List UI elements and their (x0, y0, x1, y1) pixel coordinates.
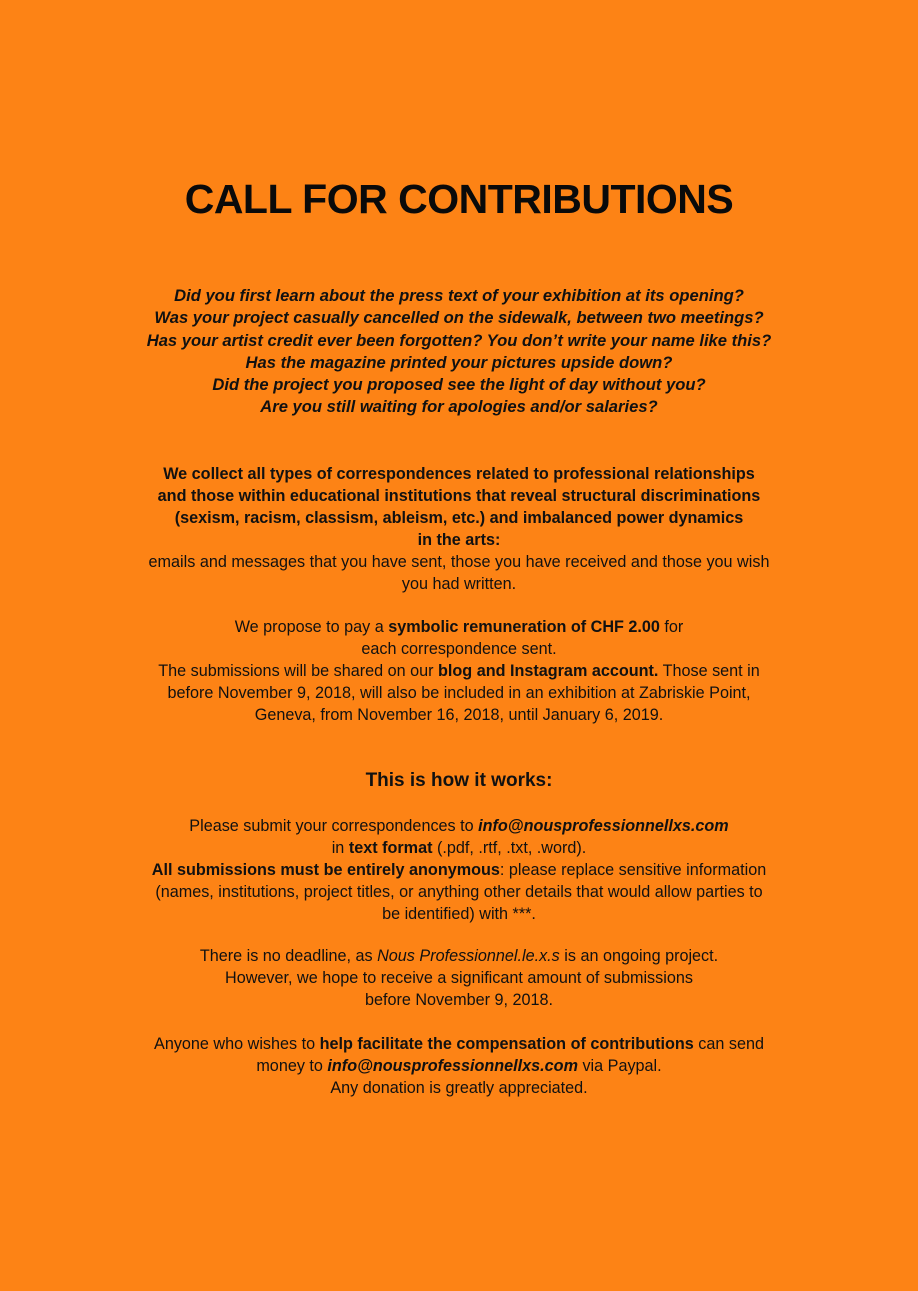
remuneration-line (80, 616, 838, 638)
text-run: via Paypal. (577, 1057, 662, 1075)
email-link[interactable]: info@nousprofessionnellxs.com (478, 817, 729, 835)
collect-line: We collect all types of correspondences related to professional relationships (163, 465, 755, 483)
text-run: can send (693, 1035, 764, 1053)
text-run: for (659, 618, 684, 636)
deadline-line: However, we hope to receive a significant amount of submissions (225, 969, 693, 987)
donate-line (80, 1033, 838, 1055)
text-run: The submissions will be shared on our (158, 662, 439, 680)
project-name: Nous Professionnel.le.x.s (377, 947, 560, 965)
format-text: text format (348, 839, 433, 857)
remuneration-line: Geneva, from November 16, 2018, until January 6, 2019. (254, 706, 664, 724)
remuneration-line: before November 9, 2018, will also be included in an exhibition at Zabriskie Point, (167, 684, 751, 702)
questions-list (40, 285, 878, 419)
submit-line (80, 815, 838, 837)
collect-line: emails and messages that you have sent, those you have received and those you wish (148, 553, 770, 571)
email-link[interactable]: info@nousprofessionnellxs.com (327, 1057, 578, 1075)
text-run: in (331, 839, 349, 857)
submit-line (80, 837, 838, 859)
collect-line: and those within educational institutions that reveal structural discriminations (157, 487, 761, 505)
question-item: Has your artist credit ever been forgotten? You don’t write your name like this? (146, 330, 772, 350)
remuneration-amount: symbolic remuneration of CHF 2.00 (388, 618, 660, 636)
text-run: Anyone who wishes to (154, 1035, 320, 1053)
question-item: Was your project casually cancelled on the sidewalk, between two meetings? (154, 308, 764, 328)
collect-line: in the arts: (417, 531, 501, 549)
text-run: We propose to pay a (234, 618, 389, 636)
text-run: Those sent in (658, 662, 760, 680)
section-heading: This is how it works: (365, 770, 553, 791)
text-run: Please submit your correspondences to (189, 817, 479, 835)
text-run: There is no deadline, as (199, 947, 378, 965)
page-title: CALL FOR CONTRIBUTIONS (184, 176, 734, 222)
question-item: Has the magazine printed your pictures upside down? (245, 352, 673, 372)
channels-text: blog and Instagram account. (438, 662, 659, 680)
deadline-paragraph (80, 945, 838, 1011)
deadline-line: before November 9, 2018. (364, 991, 554, 1009)
deadline-line (80, 945, 838, 967)
remuneration-line: each correspondence sent. (361, 640, 557, 658)
facilitate-text: help facilitate the compensation of contributions (319, 1035, 694, 1053)
submit-line: (names, institutions, project titles, or anything other details that would allow parties to (155, 883, 763, 901)
submit-line (80, 859, 838, 881)
collect-paragraph (80, 463, 838, 595)
remuneration-paragraph (80, 616, 838, 726)
collect-line: you had written. (401, 575, 517, 593)
donate-paragraph (80, 1033, 838, 1099)
question-item: Did the project you proposed see the light of day without you? (212, 375, 706, 395)
collect-line: (sexism, racism, classism, ableism, etc.) and imbalanced power dynamics (174, 509, 744, 527)
submit-line: be identified) with ***. (382, 905, 536, 923)
text-run: money to (256, 1057, 328, 1075)
question-item: Did you first learn about the press text of your exhibition at its opening? (174, 286, 744, 305)
remuneration-line (80, 660, 838, 682)
text-run: (.pdf, .rtf, .txt, .word). (432, 839, 587, 857)
anonymous-text: All submissions must be entirely anonymous (151, 861, 500, 879)
text-run: is an ongoing project. (559, 947, 719, 965)
donate-line (80, 1055, 838, 1077)
question-item: Are you still waiting for apologies and/or salaries? (260, 397, 658, 417)
text-run: : please replace sensitive information (499, 861, 767, 879)
donate-line: Any donation is greatly appreciated. (330, 1079, 588, 1097)
submit-paragraph (80, 815, 838, 925)
